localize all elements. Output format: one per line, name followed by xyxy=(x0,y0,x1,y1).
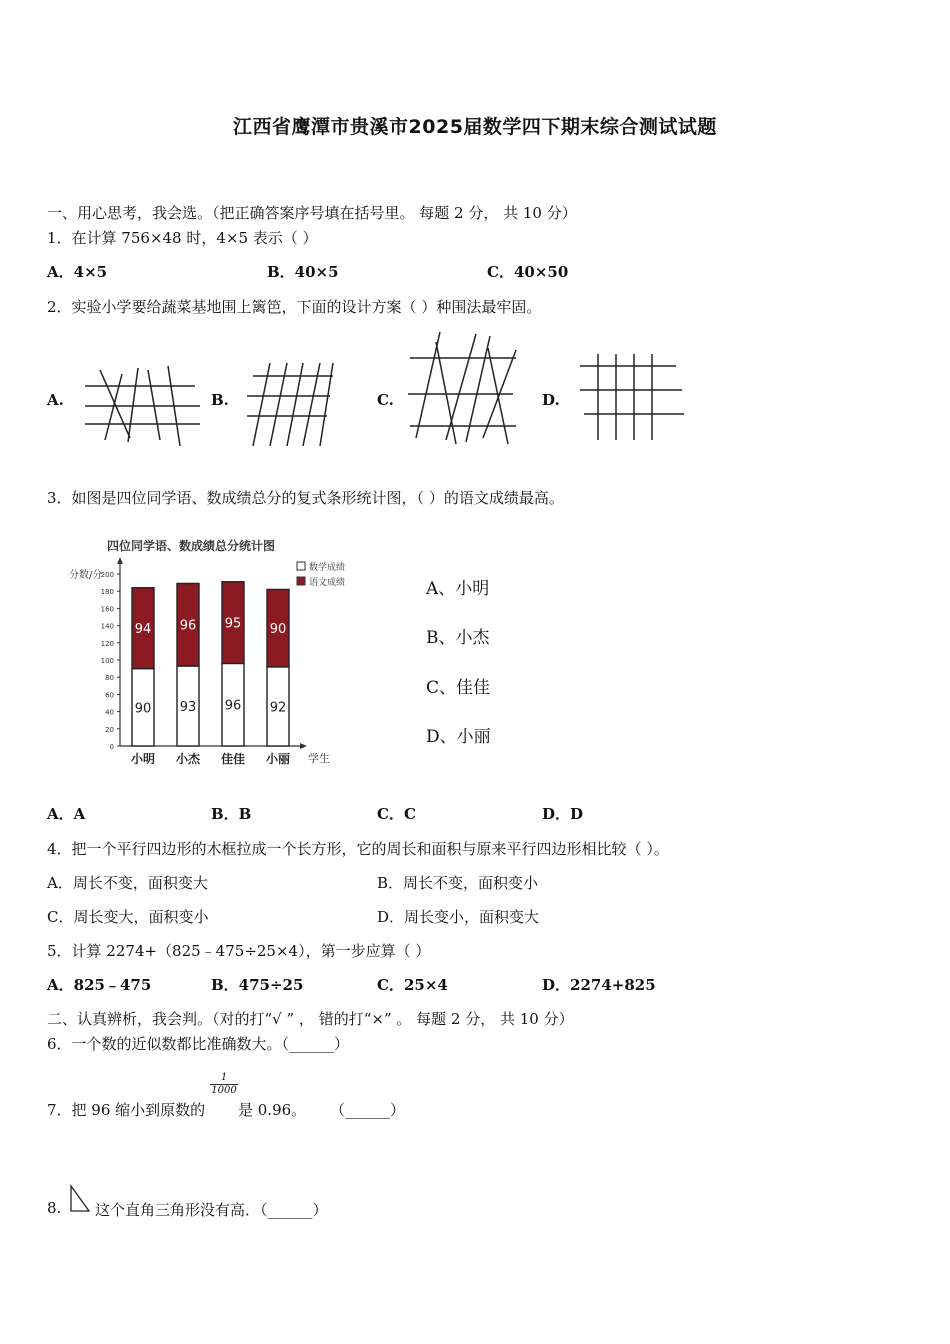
fraction-denominator: 1000 xyxy=(211,1085,237,1096)
question-7-text: 7．把 96 缩小到原数的 xyxy=(47,1101,206,1119)
page-title: 江西省鹰潭市贵溪市2025届数学四下期末综合测试试题 xyxy=(233,116,717,138)
bar-value-label: 93 xyxy=(179,700,197,716)
bar-value-label: 94 xyxy=(134,622,152,638)
section-1-heading: 一、用心思考，我会选。（把正确答案序号填在括号里。 每题 2 分， 共 10 分） xyxy=(47,204,577,222)
q1-option-a[interactable]: A．4×5 xyxy=(47,263,108,281)
q2-option-a[interactable]: A. xyxy=(47,391,64,409)
q3-choice-d: D、小丽 xyxy=(426,727,491,747)
y-tick-label: 40 xyxy=(105,708,114,717)
question-8-text: 这个直角三角形没有高．（______） xyxy=(95,1201,328,1219)
fence-design-d xyxy=(576,350,686,442)
fraction-one-thousandth xyxy=(210,1072,238,1097)
bar-value-label: 92 xyxy=(269,700,287,716)
question-6: 6．一个数的近似数都比准确数大。（______） xyxy=(47,1035,350,1053)
y-tick-label: 20 xyxy=(105,725,114,734)
chart-y-axis-label: 分数/分 xyxy=(69,570,103,581)
q3-option-b[interactable]: B．B xyxy=(211,805,252,823)
question-1: 1．在计算 756×48 时，4×5 表示（ ） xyxy=(47,229,318,247)
fraction-numerator: 1 xyxy=(210,1072,238,1085)
legend-swatch xyxy=(297,577,305,585)
q2-option-c[interactable]: C. xyxy=(377,391,394,409)
legend-label: 语文成绩 xyxy=(309,578,345,588)
right-triangle-icon xyxy=(68,1184,92,1214)
y-tick-label: 0 xyxy=(109,743,114,751)
q3-choice-a: A、小明 xyxy=(426,579,490,599)
q4-option-b[interactable]: B．周长不变，面积变小 xyxy=(377,874,539,892)
q5-option-a[interactable]: A．825﹣475 xyxy=(47,976,152,994)
section-2-heading: 二、认真辨析，我会判。（对的打“√ ” ， 错的打“×” 。 每题 2 分， 共 10 分） xyxy=(47,1010,574,1028)
q1-option-b[interactable]: B．40×5 xyxy=(267,263,339,281)
fence-design-b xyxy=(245,358,340,450)
q5-option-c[interactable]: C．25×4 xyxy=(377,976,448,994)
bar-value-label: 90 xyxy=(134,701,152,717)
y-axis-arrow xyxy=(117,557,123,564)
bar-value-label: 96 xyxy=(224,698,242,714)
q3-option-d[interactable]: D．D xyxy=(542,805,584,823)
q3-option-c[interactable]: C．C xyxy=(377,805,416,823)
fence-design-c xyxy=(408,330,523,448)
question-4: 4．把一个平行四边形的木框拉成一个长方形，它的周长和面积与原来平行四边形相比较（ ）。 xyxy=(47,840,669,858)
chart-title: 四位同学语、数成绩总分统计图 xyxy=(107,539,276,553)
category-label: 小丽 xyxy=(265,752,291,766)
q3-choice-b: B、小杰 xyxy=(426,628,490,648)
q3-choice-c: C、佳佳 xyxy=(426,678,491,698)
q5-option-b[interactable]: B．475÷25 xyxy=(211,976,304,994)
x-axis-arrow xyxy=(300,743,307,749)
score-bar-chart xyxy=(65,528,345,776)
q3-option-a[interactable]: A．A xyxy=(47,805,86,823)
category-label: 小杰 xyxy=(175,752,201,766)
y-tick-label: 180 xyxy=(100,588,114,597)
q4-option-a[interactable]: A．周长不变，面积变大 xyxy=(47,874,208,892)
chart-x-axis-label: 学生 xyxy=(308,752,330,765)
bar-value-label: 95 xyxy=(224,616,242,632)
q1-option-c[interactable]: C．40×50 xyxy=(487,263,569,281)
question-7-tail: 是 0.96。 xyxy=(238,1101,307,1119)
q5-option-d[interactable]: D．2274+825 xyxy=(542,976,656,994)
y-tick-label: 160 xyxy=(100,605,114,614)
question-3: 3．如图是四位同学语、数成绩总分的复式条形统计图，（ ）的语文成绩最高。 xyxy=(47,489,564,507)
category-label: 佳佳 xyxy=(220,752,246,766)
bar-value-label: 90 xyxy=(269,622,287,638)
y-tick-label: 120 xyxy=(100,639,114,648)
question-8-number: 8. xyxy=(47,1199,62,1217)
question-2: 2．实验小学要给蔬菜基地围上篱笆，下面的设计方案（ ）种围法最牢固。 xyxy=(47,298,542,316)
legend-label: 数学成绩 xyxy=(309,563,345,573)
fence-design-a xyxy=(80,360,210,450)
q2-option-d[interactable]: D. xyxy=(542,391,560,409)
category-label: 小明 xyxy=(130,752,156,766)
q4-option-d[interactable]: D．周长变小，面积变大 xyxy=(377,908,540,926)
q2-option-b[interactable]: B. xyxy=(211,391,229,409)
y-tick-label: 100 xyxy=(100,657,114,665)
question-5: 5．计算 2274+（825﹣475÷25×4），第一步应算（ ） xyxy=(47,942,431,960)
y-tick-label: 140 xyxy=(100,622,114,631)
y-tick-label: 60 xyxy=(105,691,114,700)
bar-value-label: 96 xyxy=(179,618,197,634)
legend-swatch xyxy=(297,562,305,570)
y-tick-label: 200 xyxy=(100,571,114,579)
y-tick-label: 80 xyxy=(105,674,114,683)
q4-option-c[interactable]: C．周长变大，面积变小 xyxy=(47,908,209,926)
question-7-blank[interactable]: （______） xyxy=(330,1101,406,1119)
